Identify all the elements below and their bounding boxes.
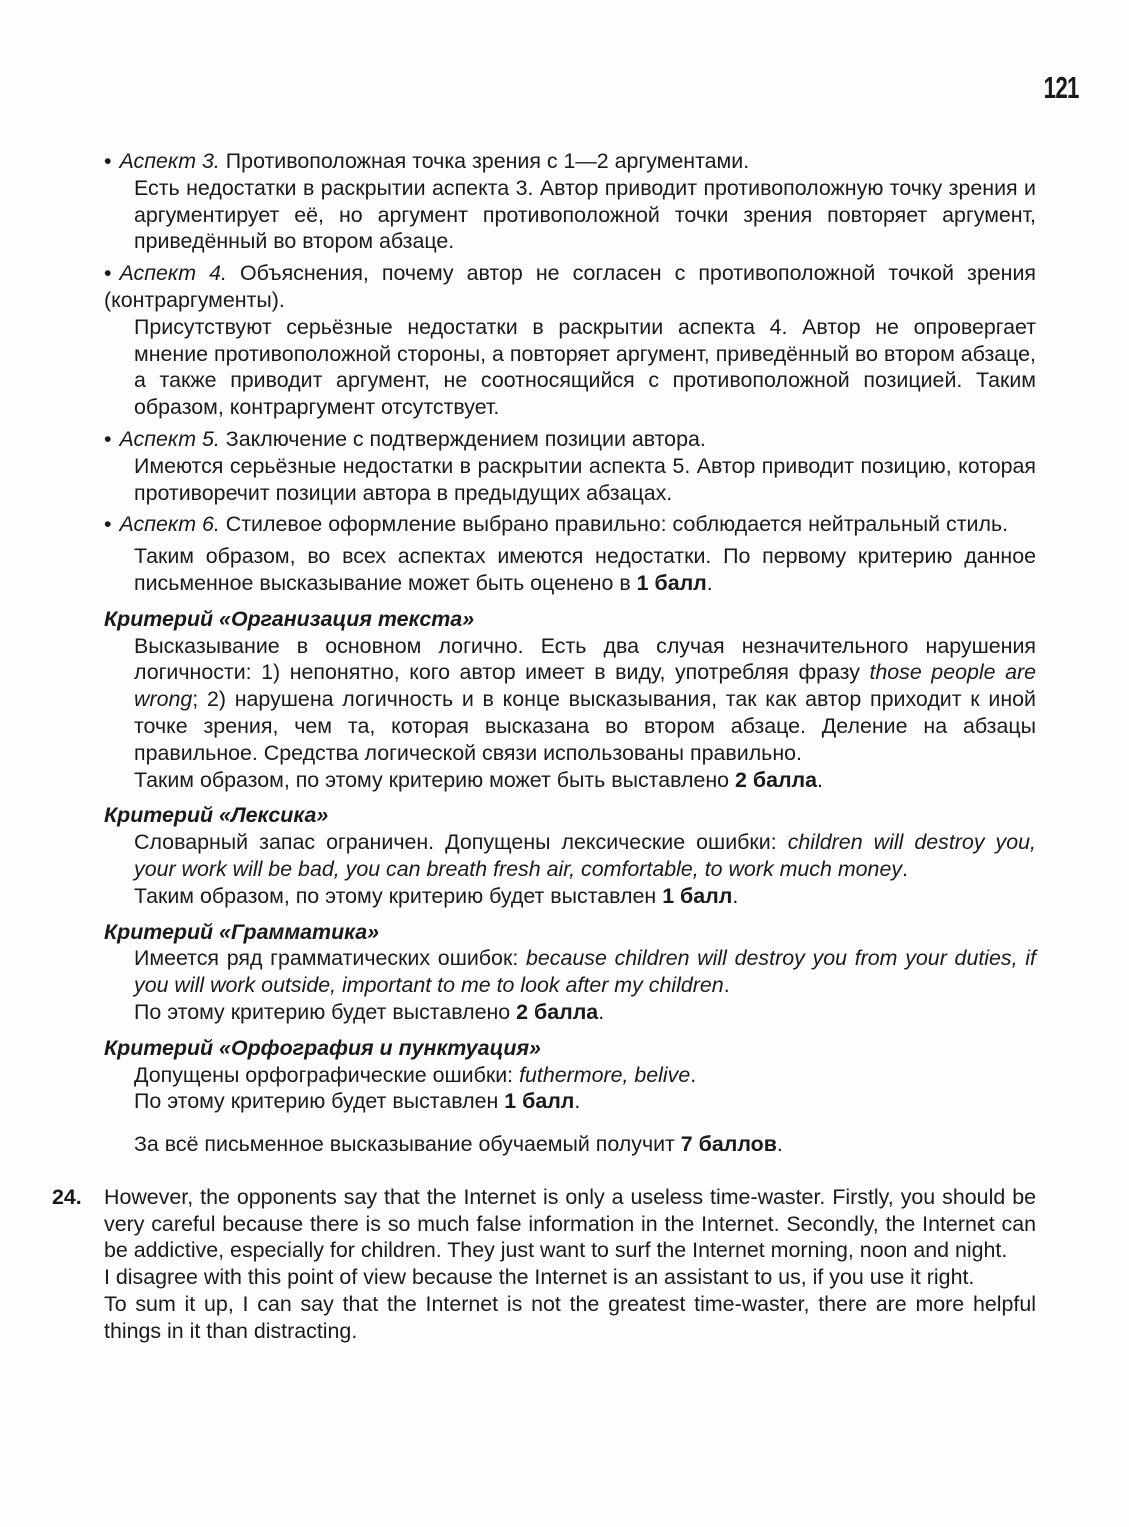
criterion-lex-score: 1 балл <box>662 883 733 908</box>
summary-1-text: Таким образом, во всех аспектах имеются недостатки. По первому критерию данное письменное высказывание может быть оценено в <box>134 544 1036 595</box>
criterion-gram-result <box>104 999 1036 1026</box>
criterion-org-text-a: Высказывание в основном логично. Есть два случая незначительного нарушения логичности: 1) непонятно, кого автор имеет в виду, употребляя фразу <box>134 633 1036 685</box>
criterion-orth-text: Допущены орфографические ошибки: <box>134 1062 520 1087</box>
criterion-org-italic: those people are wrong <box>134 660 1036 712</box>
total-score: 7 баллов <box>680 1132 777 1157</box>
total-score-line <box>104 1131 1036 1158</box>
bullet-icon: • <box>104 149 112 173</box>
criterion-gram-end-text: . <box>723 973 730 998</box>
criterion-lex-text: Словарный запас ограничен. Допущены лексические ошибки: <box>134 830 788 855</box>
criterion-org-end: . <box>817 767 823 792</box>
criterion-lex-italic: children will destroy you, your work will be bad, you can breath fresh air, comfortable, to work much money <box>134 830 1036 881</box>
aspect-6-title: Стилевое оформление выбрано правильно: соблюдается нейтральный стиль. <box>225 512 1009 537</box>
aspect-6-label: Аспект 6. <box>119 512 220 537</box>
criterion-gram-end: . <box>598 999 605 1024</box>
criterion-org-result <box>104 767 1036 794</box>
criterion-orth-end: . <box>574 1089 581 1114</box>
criterion-lex-end-text: . <box>902 856 908 881</box>
task-24-paragraph-1: However, the opponents say that the Internet is only a useless time-waster. Firstly, you should be very careful because there is so much false information in the Internet. Secondly, the Internet can be addictive, especially for children. They just want to surf the Internet morning, noon and night. <box>104 1184 1036 1263</box>
page-content <box>52 148 1036 1345</box>
aspect-4-body: Присутствуют серьёзные недостатки в раскрытии аспекта 4. Автор не опровергает мнение противоположной стороны, а повторяет аргумент, приведённый во втором абзаце, а также приводит аргумент, не соотносящийся с противоположной позицией. Таким образом, контраргумент отсутствует. <box>134 314 1036 420</box>
aspect-3-label: Аспект 3. <box>119 149 220 173</box>
aspect-5-body: Имеются серьёзные недостатки в раскрытии аспекта 5. Автор приводит позицию, которая противоречит позиции автора в предыдущих абзацах. <box>134 453 1036 505</box>
criterion-org-result-text: Таким образом, по этому критерию может быть выставлено <box>134 767 736 792</box>
criterion-lex-end: . <box>732 883 739 908</box>
criterion-orth-result-text: По этому критерию будет выставлен <box>134 1089 505 1114</box>
aspect-3-title: Противоположная точка зрения с 1—2 аргументами. <box>225 149 750 173</box>
criterion-org-score: 2 балла <box>735 767 818 792</box>
criterion-gram-body <box>104 945 1036 999</box>
criterion-orth-result <box>104 1088 1036 1115</box>
criterion-org-text-b: ; 2) нарушена логичность и в конце высказывания, так как автор приходит к иной точке зрения, чем та, которая высказана во втором абзаце. Деление на абзацы правильное. Средства логической связи использованы правильно. <box>134 687 1036 765</box>
criterion-orth-body <box>104 1062 1036 1089</box>
aspect-5-title: Заключение с подтверждением позиции автора. <box>225 426 706 451</box>
criterion-gram-result-text: По этому критерию будет выставлено <box>134 999 517 1024</box>
aspect-3-heading <box>104 148 1036 175</box>
criterion-orth-title: Критерий «Орфография и пунктуация» <box>104 1035 541 1060</box>
bullet-icon: • <box>104 512 112 537</box>
summary-criterion-1 <box>104 543 1036 597</box>
aspect-3-body: Есть недостатки в раскрытии аспекта 3. Автор приводит противоположную точку зрения и аргументирует её, но аргумент противоположной точки зрения повторяет аргумент, приведённый во втором абзаце. <box>134 175 1036 254</box>
task-24-paragraph-2: I disagree with this point of view because the Internet is an assistant to us, if you use it right. <box>104 1265 975 1290</box>
total-text: За всё письменное высказывание обучаемый получит <box>134 1132 681 1157</box>
task-24-number: 24. <box>52 1184 82 1209</box>
aspect-5-label: Аспект 5. <box>119 426 220 451</box>
criterion-lex-result-text: Таким образом, по этому критерию будет выставлен <box>134 883 663 908</box>
aspect-6-heading <box>104 511 1036 538</box>
summary-1-end: . <box>706 570 713 595</box>
criterion-gram-title: Критерий «Грамматика» <box>104 919 380 944</box>
task-24-paragraph-3: To sum it up, I can say that the Internet is not the greatest time-waster, there are more helpful things in it than distracting. <box>104 1292 1036 1343</box>
criterion-orth-score: 1 балл <box>504 1089 575 1114</box>
criterion-gram-text: Имеется ряд грамматических ошибок: <box>134 946 526 971</box>
page-number: 121 <box>1043 70 1079 105</box>
aspect-5-heading <box>104 426 1036 453</box>
criterion-org-body <box>104 633 1036 767</box>
criterion-lex-result <box>104 883 1036 910</box>
aspect-4-label: Аспект 4. <box>119 261 227 286</box>
summary-1-score: 1 балл <box>636 570 707 595</box>
criterion-lex-title: Критерий «Лексика» <box>104 803 329 828</box>
aspect-4-title: Объяснения, почему автор не согласен с противоположной точкой зрения (контраргументы). <box>104 261 1036 312</box>
bullet-icon: • <box>104 261 112 286</box>
task-24 <box>52 1184 1036 1345</box>
criterion-orth-italic: futhermore, belive <box>519 1062 691 1087</box>
criterion-gram-score: 2 балла <box>516 999 599 1024</box>
aspect-4-heading <box>104 260 1036 314</box>
criterion-lex-body <box>104 829 1036 883</box>
total-end: . <box>776 1132 783 1157</box>
criterion-org-title: Критерий «Организация текста» <box>104 606 475 631</box>
criterion-orth-end-text: . <box>690 1062 697 1087</box>
criterion-gram-italic: because children will destroy you from your duties, if you will work outside, important to me to look after my children <box>134 946 1036 998</box>
bullet-icon: • <box>104 426 112 451</box>
